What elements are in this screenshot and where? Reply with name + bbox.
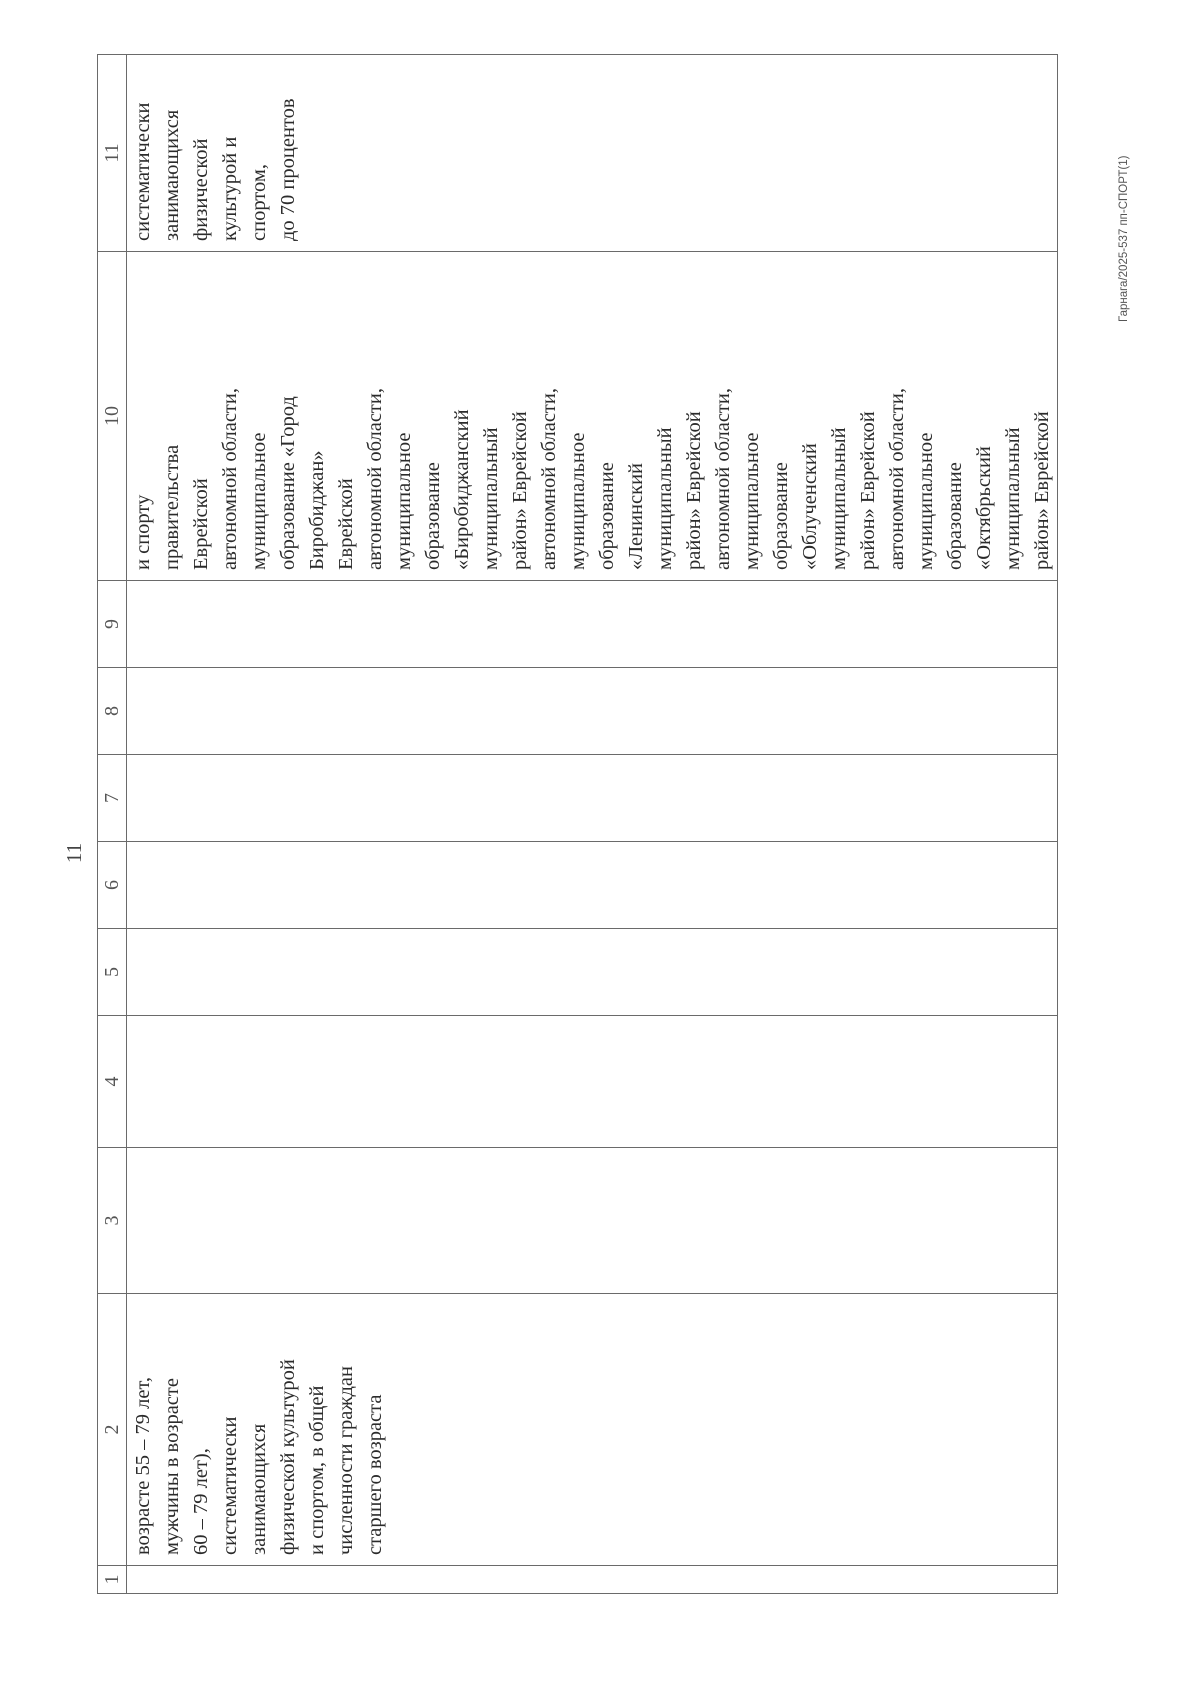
cell-line: образование <box>596 462 618 570</box>
cell-line: правительства <box>161 444 183 570</box>
cell-line: район» Еврейской <box>683 411 705 570</box>
cell-line: и спортом, в общей <box>306 1385 328 1555</box>
cell-line: муниципальное <box>741 432 763 570</box>
table-row <box>127 55 1058 1594</box>
cell-col9 <box>127 581 1058 668</box>
cell-line: район» Еврейской <box>1031 411 1053 570</box>
cell-line: образование <box>422 462 444 570</box>
cell-line: культурой и <box>219 136 241 241</box>
cell-line: район» Еврейской <box>509 411 531 570</box>
cell-col8 <box>127 668 1058 755</box>
document-id-text: Гарнага/2025-537 пп-СПОРТ(1) <box>1118 155 1130 322</box>
cell-line: систематически <box>219 1416 241 1555</box>
cell-line: район» Еврейской <box>857 411 879 570</box>
document-id <box>1118 112 1136 322</box>
cell-line: Еврейской <box>190 478 212 570</box>
cell-line: и спорту <box>132 494 154 570</box>
program-table <box>97 54 1058 1594</box>
cell-line: занимающихся <box>248 1423 270 1555</box>
column-number-4: 4 <box>98 1016 127 1148</box>
cell-line: муниципальное <box>248 432 270 570</box>
column-number-10: 10 <box>98 252 127 581</box>
column-number-6: 6 <box>98 842 127 929</box>
cell-line: образование <box>770 462 792 570</box>
cell-responsible <box>127 252 1058 581</box>
cell-line: образование <box>944 462 966 570</box>
result-text <box>127 55 303 251</box>
indicator-name-text <box>127 1294 390 1565</box>
cell-line: автономной области, <box>712 388 734 570</box>
cell-line: муниципальный <box>480 427 502 570</box>
cell-line: систематически <box>132 102 154 241</box>
cell-indicator-name <box>127 1294 1058 1566</box>
cell-line: образование «Город <box>277 396 299 570</box>
cell-line: Еврейской <box>335 478 357 570</box>
cell-line: до 70 процентов <box>277 98 299 241</box>
cell-line: физической <box>190 138 212 241</box>
column-number-11: 11 <box>98 55 127 252</box>
cell-line: муниципальное <box>915 432 937 570</box>
column-number-2: 2 <box>98 1294 127 1566</box>
cell-line: автономной области, <box>886 388 908 570</box>
cell-line: муниципальный <box>1002 427 1024 570</box>
cell-line: мужчины в возрасте <box>161 1378 183 1555</box>
column-number-5: 5 <box>98 929 127 1016</box>
cell-line: физической культурой <box>277 1359 299 1555</box>
cell-col3 <box>127 1148 1058 1294</box>
cell-line: муниципальный <box>654 427 676 570</box>
cell-line: «Ленинский <box>625 462 647 570</box>
cell-line: «Облученский <box>799 443 821 570</box>
cell-line: численности граждан <box>335 1366 357 1555</box>
cell-col7 <box>127 755 1058 842</box>
cell-line: «Октябрьский <box>973 446 995 570</box>
cell-line: старшего возраста <box>364 1394 386 1555</box>
cell-line: автономной области, <box>219 388 241 570</box>
cell-line: спортом, <box>248 164 270 241</box>
cell-line: 60 – 79 лет), <box>190 1448 212 1555</box>
cell-col6 <box>127 842 1058 929</box>
table-header-row <box>98 55 127 1594</box>
responsible-text <box>127 252 1057 580</box>
cell-line: автономной области, <box>538 388 560 570</box>
column-number-8: 8 <box>98 668 127 755</box>
cell-col5 <box>127 929 1058 1016</box>
cell-line: возрасте 55 – 79 лет, <box>132 1376 154 1555</box>
cell-line: занимающихся <box>161 109 183 241</box>
cell-result <box>127 55 1058 252</box>
column-number-1: 1 <box>98 1566 127 1594</box>
cell-line: «Биробиджанский <box>451 409 473 570</box>
cell-line: автономной области, <box>364 388 386 570</box>
cell-line: муниципальное <box>567 432 589 570</box>
column-number-7: 7 <box>98 755 127 842</box>
cell-line: муниципальное <box>393 432 415 570</box>
cell-col1 <box>127 1566 1058 1594</box>
page-number: 11 <box>62 842 86 864</box>
column-number-9: 9 <box>98 581 127 668</box>
cell-col4 <box>127 1016 1058 1148</box>
cell-line: муниципальный <box>828 427 850 570</box>
column-number-3: 3 <box>98 1148 127 1294</box>
cell-line: Биробиджан» <box>306 450 328 570</box>
